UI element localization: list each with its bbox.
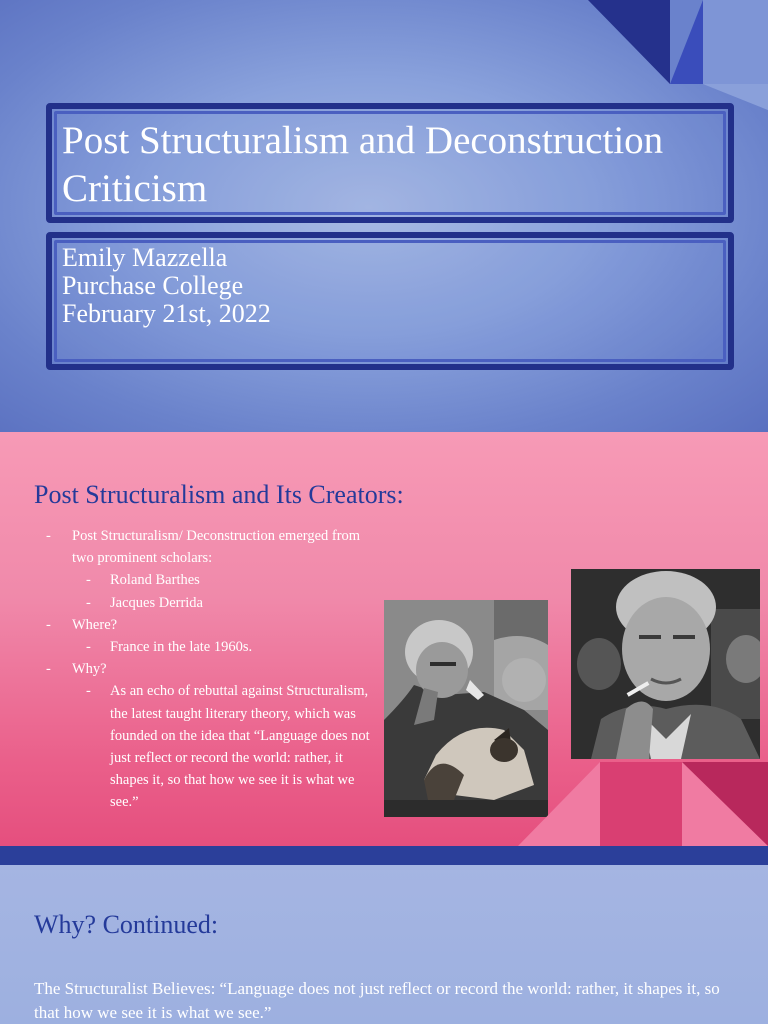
barthes-photo: [571, 569, 760, 759]
corner-decoration: [588, 0, 768, 110]
bullet-item: - Why?: [46, 661, 107, 678]
slide-heading: Why? Continued:: [34, 910, 219, 939]
continued-slide: [0, 865, 768, 1024]
bullet-item: - As an echo of rebuttal against Structuralism, the latest taught literary theory, which was founded on the idea that “Language does not just reflect or record the world: rather, it shapes it, so that how we see it is what we see.”: [86, 683, 370, 811]
title-frame: [46, 103, 734, 223]
slide-divider: [0, 846, 768, 865]
institution: Purchase College: [62, 271, 244, 300]
subtitle-block: [62, 244, 271, 328]
slide-body-text: The Structuralist Believes: “Language does not just reflect or record the world: rather, it shapes it, so that how we see it is what we see.”: [34, 979, 720, 1022]
slide-title: Post Structuralism and Deconstruction Criticism: [62, 119, 664, 210]
creators-slide: [0, 432, 768, 846]
bullet-list: [46, 525, 376, 814]
bullet-item: - Roland Barthes: [86, 572, 200, 589]
bullet-item: - Post Structuralism/ Deconstruction emerged from two prominent scholars:: [46, 528, 361, 567]
bullet-item: - Where?: [46, 616, 118, 633]
title-slide: [0, 0, 768, 432]
author-name: Emily Mazzella: [62, 243, 228, 272]
subtitle-frame: [46, 232, 734, 370]
corner-triangles: [518, 762, 768, 846]
bullet-item: - Jacques Derrida: [86, 594, 203, 611]
date: February 21st, 2022: [62, 299, 271, 328]
slide-heading: Post Structuralism and Its Creators:: [34, 480, 404, 509]
bullet-item: - France in the late 1960s.: [86, 639, 253, 656]
